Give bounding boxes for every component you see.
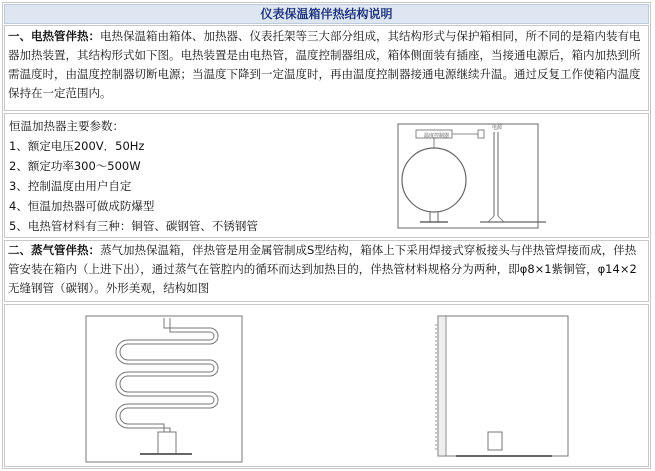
section2-paragraph — [8, 241, 646, 298]
param-item: 5、电热管材料有三种：铜管、碳钢管、不锈钢管 — [9, 219, 258, 233]
diagram-label-controller: 温度控制器 — [424, 133, 450, 139]
heater-coil-circle — [402, 148, 466, 212]
param-item: 2、额定功率300～500W — [9, 159, 141, 173]
param-item: 3、控制温度由用户自定 — [9, 179, 132, 193]
steam-side-diagram — [402, 312, 582, 468]
section2-heading: 二、蒸气管伴热： — [8, 243, 100, 257]
steam-box-side — [438, 316, 568, 456]
diagram-label-power: 电源 — [492, 125, 503, 131]
section1-heading: 一、电热管伴热： — [8, 29, 100, 43]
params-list — [9, 116, 258, 236]
param-item: 4、恒温加热器可做成防爆型 — [9, 199, 155, 213]
section1-text: 电热保温箱由箱体、加热器、仪表托架等三大部分组成，其结构形式与保护箱相同，所不同的是箱内装有电器加热装置，其结构形式如下图。电热装置是由电热管，温度控制器组成，箱体侧面装有插座，当接通电源后，箱内加热到所需温度时，由温度控制器切断电源；当温度下降到一定温度时，再由温度控制器接通电源继续升温。通过反复工作使箱内温度保持在一定范围内。 — [8, 29, 641, 100]
electric-heater-diagram — [380, 118, 580, 236]
page-title: 仪表保温箱伴热结构说明 — [4, 4, 649, 24]
param-item: 1、额定电压200V．50Hz — [9, 139, 145, 153]
section2-text: 蒸气加热保温箱，伴热管是用金属管制成S型结构，箱体上下采用焊接式穿板接头与伴热管焊接而成，伴热管安装在箱内（上进下出），通过蒸气在管腔内的循环而达到加热目的，伴热管材料规格分为两种，即φ8×1紫铜管，φ14×2无缝钢管（碳钢）。外形美观，结构如图 — [8, 243, 637, 295]
params-heading: 恒温加热器主要参数： — [9, 119, 124, 133]
section1-paragraph — [8, 27, 646, 103]
steam-front-diagram — [80, 312, 250, 468]
